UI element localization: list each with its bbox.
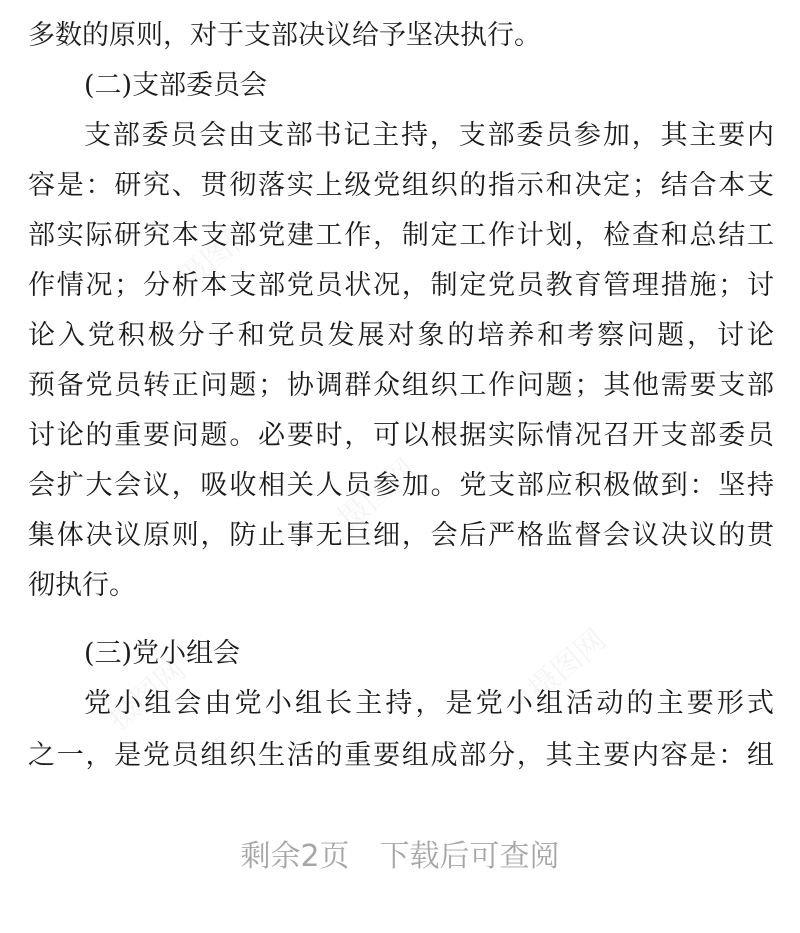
section-heading-branch-committee: (二)支部委员会 bbox=[84, 70, 268, 101]
paragraph-line: 容是：研究、贯彻落实上级党组织的指示和决定；结合本支 bbox=[28, 170, 774, 201]
paragraph-line: 党小组会由党小组长主持，是党小组活动的主要形式 bbox=[84, 688, 774, 719]
paragraph-line: 彻执行。 bbox=[28, 570, 136, 601]
remaining-pages-notice[interactable]: 剩余2页 下载后可查阅 bbox=[240, 839, 560, 874]
paragraph-line: 支部委员会由支部书记主持，支部委员参加，其主要内 bbox=[84, 120, 774, 151]
paragraph-line: 之一，是党员组织生活的重要组成部分，其主要内容是：组 bbox=[28, 740, 774, 771]
paragraph-line: 集体决议原则，防止事无巨细，会后严格监督会议决议的贯 bbox=[28, 520, 774, 551]
paragraph-line: 预备党员转正问题；协调群众组织工作问题；其他需要支部 bbox=[28, 370, 774, 401]
paragraph-line: 论入党积极分子和党员发展对象的培养和考察问题，讨论 bbox=[28, 320, 774, 351]
paragraph-line: 会扩大会议，吸收相关人员参加。党支部应积极做到：坚持 bbox=[28, 470, 774, 501]
paragraph-line: 部实际研究本支部党建工作，制定工作计划，检查和总结工 bbox=[28, 220, 774, 251]
paragraph-line: 讨论的重要问题。必要时，可以根据实际情况召开支部委员 bbox=[28, 420, 774, 451]
section-heading-party-group: (三)党小组会 bbox=[84, 638, 241, 669]
paragraph-line: 作情况；分析本支部党员状况，制定党员教育管理措施；讨 bbox=[28, 270, 774, 301]
paragraph-line: 多数的原则，对于支部决议给予坚决执行。 bbox=[28, 20, 541, 51]
